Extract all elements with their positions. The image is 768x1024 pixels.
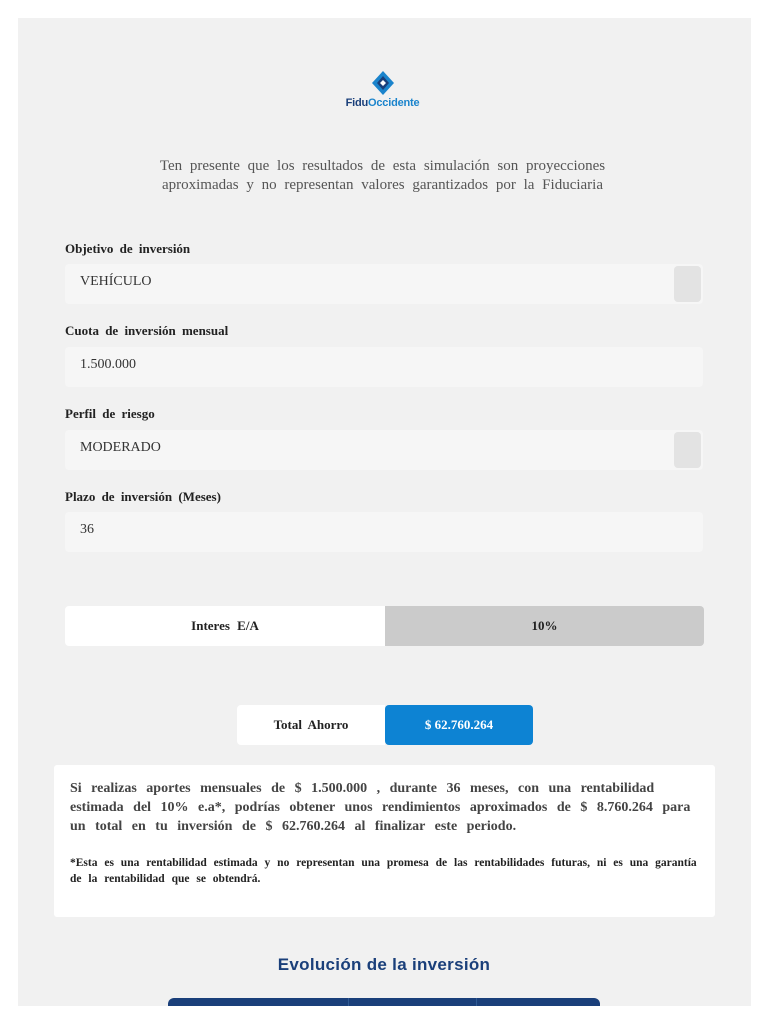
term-input[interactable] — [65, 512, 703, 552]
logo-diamond-icon — [371, 70, 395, 96]
interest-row — [65, 606, 704, 646]
term-value: 36 — [80, 522, 94, 537]
logo-text-occidente: Occidente — [368, 97, 420, 109]
risk-profile-value: MODERADO — [80, 440, 161, 455]
objective-label: Objetivo de inversión — [65, 241, 191, 256]
summary-box — [54, 765, 715, 917]
disclaimer-note: *Esta es una rentabilidad estimada y no representan una promesa de las rentabilidades futuras, ni es una garantía de la rentabilidad que se obtendrá. — [70, 857, 697, 885]
total-savings-value: $ 62.760.264 — [385, 705, 533, 745]
summary-text: Si realizas aportes mensuales de $ 1.500.000 , durante 36 meses, con una rentabilidad estimada del 10% e.a*, podrías obtener unos rendimientos aproximados de $ 8.760.264 para un total en tu inversión de $ 62.760.264 al finalizar este periodo. — [70, 781, 691, 834]
interest-value: 10% — [385, 606, 704, 646]
logo-text-fidu: Fidu — [345, 97, 369, 109]
term-label: Plazo de inversión (Meses) — [65, 489, 221, 504]
objective-value: VEHÍCULO — [80, 274, 152, 289]
interest-label: Interes E/A — [65, 606, 385, 646]
objective-select[interactable] — [65, 264, 703, 304]
evolution-table-header — [168, 998, 600, 1006]
total-savings-label: Total Ahorro — [237, 705, 385, 745]
disclaimer-text: Ten presente que los resultados de esta simulación son proyecciones aproximadas y no representan valores garantizados por la Fiduciaria — [159, 158, 606, 193]
risk-profile-label: Perfil de riesgo — [65, 406, 155, 421]
dropdown-toggle-icon[interactable] — [674, 432, 701, 468]
monthly-fee-value: 1.500.000 — [80, 357, 136, 372]
monthly-fee-label: Cuota de inversión mensual — [65, 323, 229, 338]
monthly-fee-input[interactable] — [65, 347, 703, 387]
dropdown-toggle-icon[interactable] — [674, 266, 701, 302]
evolution-title: Evolución de la inversión — [277, 955, 491, 974]
fiduoccidente-logo — [335, 70, 430, 115]
risk-profile-select[interactable] — [65, 430, 703, 470]
total-savings-row — [237, 705, 533, 745]
